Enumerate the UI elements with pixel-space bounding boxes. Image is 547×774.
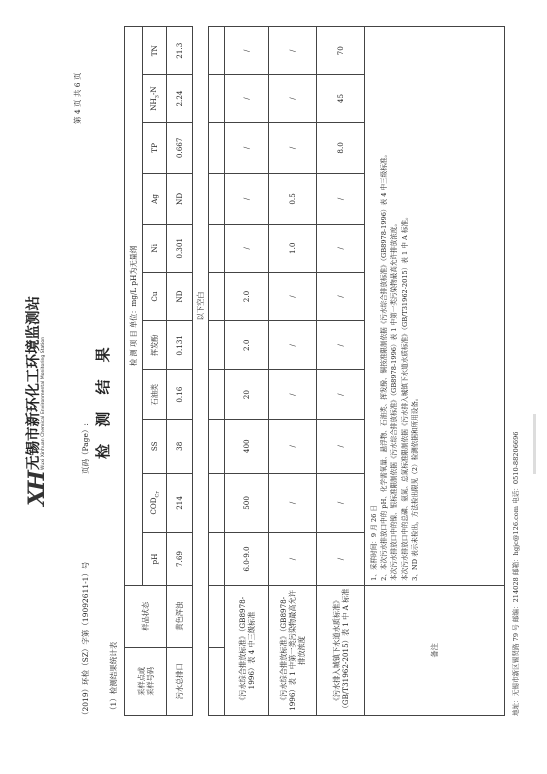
col-header: Ni (143, 224, 167, 272)
col-header: 石油类 (143, 370, 167, 419)
col-state-header: 样品状态 (125, 585, 167, 647)
cell: / (317, 473, 365, 532)
cell: / (225, 174, 269, 224)
remark-line: 3、ND 表示未检出，方法检出限见（2）检测依据和所用设备。 (410, 394, 419, 581)
cell: 2.0 (225, 272, 269, 320)
cell: 21.3 (167, 27, 193, 75)
cell: 黄色浑浊 (167, 585, 193, 647)
remarks-row (365, 27, 505, 716)
cell: ND (167, 272, 193, 320)
cell: 70 (317, 27, 365, 75)
page-title: 检 测 结 果 (94, 341, 112, 459)
standard-row (225, 27, 269, 716)
cell: / (269, 321, 317, 370)
section-title: （1）检测结果统计表 (109, 641, 118, 714)
cell: / (317, 321, 365, 370)
blank-note: 以下空白 (196, 291, 205, 321)
cell: / (317, 419, 365, 473)
cell: 污水总排口 (167, 647, 193, 715)
report-number: （2019）环检（SZ）字第（19092611-1）号 (81, 561, 90, 719)
remark-line: 2、本次污水排放口中的 pH、化学需氧量、悬浮物、石油类、挥发酚、铜按准限制依据《污水综合排放标准》（GB8978-1996）表 4 中三级标准。 (380, 150, 389, 581)
cell: 7.69 (167, 533, 193, 586)
nh-tail: -N (148, 86, 158, 95)
cell: 1.0 (269, 224, 317, 272)
cell: 0.5 (269, 174, 317, 224)
cell: 8.0 (317, 122, 365, 174)
cell: 38 (167, 419, 193, 473)
spacer-row (209, 27, 225, 716)
col-header: TN (143, 27, 167, 75)
blank-row (193, 27, 209, 716)
nh-label: NH (148, 98, 158, 111)
cell: / (317, 174, 365, 224)
company-name: 无锡市新环化工环境监测站 (26, 296, 42, 470)
cell: 45 (317, 75, 365, 122)
cell: / (225, 27, 269, 75)
results-table (124, 26, 505, 716)
remark-line: 本次污水排放口中的总磷、氨氮、总氮标准限制依据《污水排入城镇下水道水质标准》（GB/T31962-2015）表 1 中 A 标准。 (400, 213, 409, 581)
cell: / (225, 75, 269, 122)
cell: 2.24 (167, 75, 193, 122)
cell: 0.301 (167, 224, 193, 272)
cod-subscript: Cr (154, 491, 161, 498)
nh-subscript: 3 (154, 95, 161, 99)
col-header: Cu (143, 272, 167, 320)
standard-name: 《污水排入城镇下水道水质标准》（GB/T31962-2015）表 1 中 A 标准 (317, 585, 365, 715)
remarks-cell (365, 27, 505, 586)
cell: / (317, 224, 365, 272)
cell: 0.16 (167, 370, 193, 419)
col-header-cod (143, 473, 167, 532)
cell: 0.131 (167, 321, 193, 370)
scan-mark (533, 414, 536, 474)
cell: ND (167, 174, 193, 224)
page-info: 第 4 页 共 6 页 (73, 72, 82, 124)
cell: / (269, 272, 317, 320)
cell: 400 (225, 419, 269, 473)
cell: / (269, 27, 317, 75)
cell: / (225, 122, 269, 174)
remark-line: 1、采样时间：9 月 26 日 (370, 505, 378, 581)
cell: / (269, 122, 317, 174)
cell: / (317, 370, 365, 419)
col-location-header: 采样点或 采样号码 (125, 647, 167, 715)
company-english-name: Wuxi Xinhuan Chemical Environmental Monitoring Station (41, 336, 46, 470)
col-header: pH (143, 533, 167, 586)
cell: / (317, 272, 365, 320)
cell: / (269, 75, 317, 122)
col-header: Ag (143, 174, 167, 224)
cod-label: COD (148, 497, 158, 515)
remark-line: 本次污水排放口中的镍、银标准限制依据《污水综合排放标准》（GB8978-1996）表 1 中第一类污染物最高允许排放浓度。 (390, 219, 399, 581)
cell: 214 (167, 473, 193, 532)
col-header-nh3n (143, 75, 167, 122)
cell: 6.0-9.0 (225, 533, 269, 586)
col-header: SS (143, 419, 167, 473)
col-header: TP (143, 122, 167, 174)
standard-row (317, 27, 365, 716)
cell: / (225, 224, 269, 272)
cell: / (269, 419, 317, 473)
cell: 20 (225, 370, 269, 419)
cell: / (269, 533, 317, 586)
company-logo: XH (24, 472, 50, 506)
standard-name: 《污水综合排放标准》（GB8978-1996）表 4 中三级标准 (225, 585, 269, 715)
cell: / (317, 533, 365, 586)
cell: / (269, 473, 317, 532)
remark-label: 备注 (365, 585, 505, 715)
standard-row (269, 27, 317, 716)
cell: / (269, 370, 317, 419)
cell: 0.667 (167, 122, 193, 174)
table-row (167, 27, 193, 716)
standard-name: 《污水综合排放标准》（GB8978-1996）表 1 中第一类污染物最高允许排放浓度 (269, 585, 317, 715)
col-header: 挥发酚 (143, 321, 167, 370)
page-label: 页码（Page）: (81, 423, 90, 474)
cell: 500 (225, 473, 269, 532)
test-items-header: 检 测 项 目 单位：mg/L pH为无量纲 (125, 27, 143, 586)
footer-contact: 地址：无锡市新区锡贤路 79 号 邮编：214028 邮箱：hgjc@126.com 电话：0510-88206696 (512, 431, 520, 716)
cell: 2.0 (225, 321, 269, 370)
